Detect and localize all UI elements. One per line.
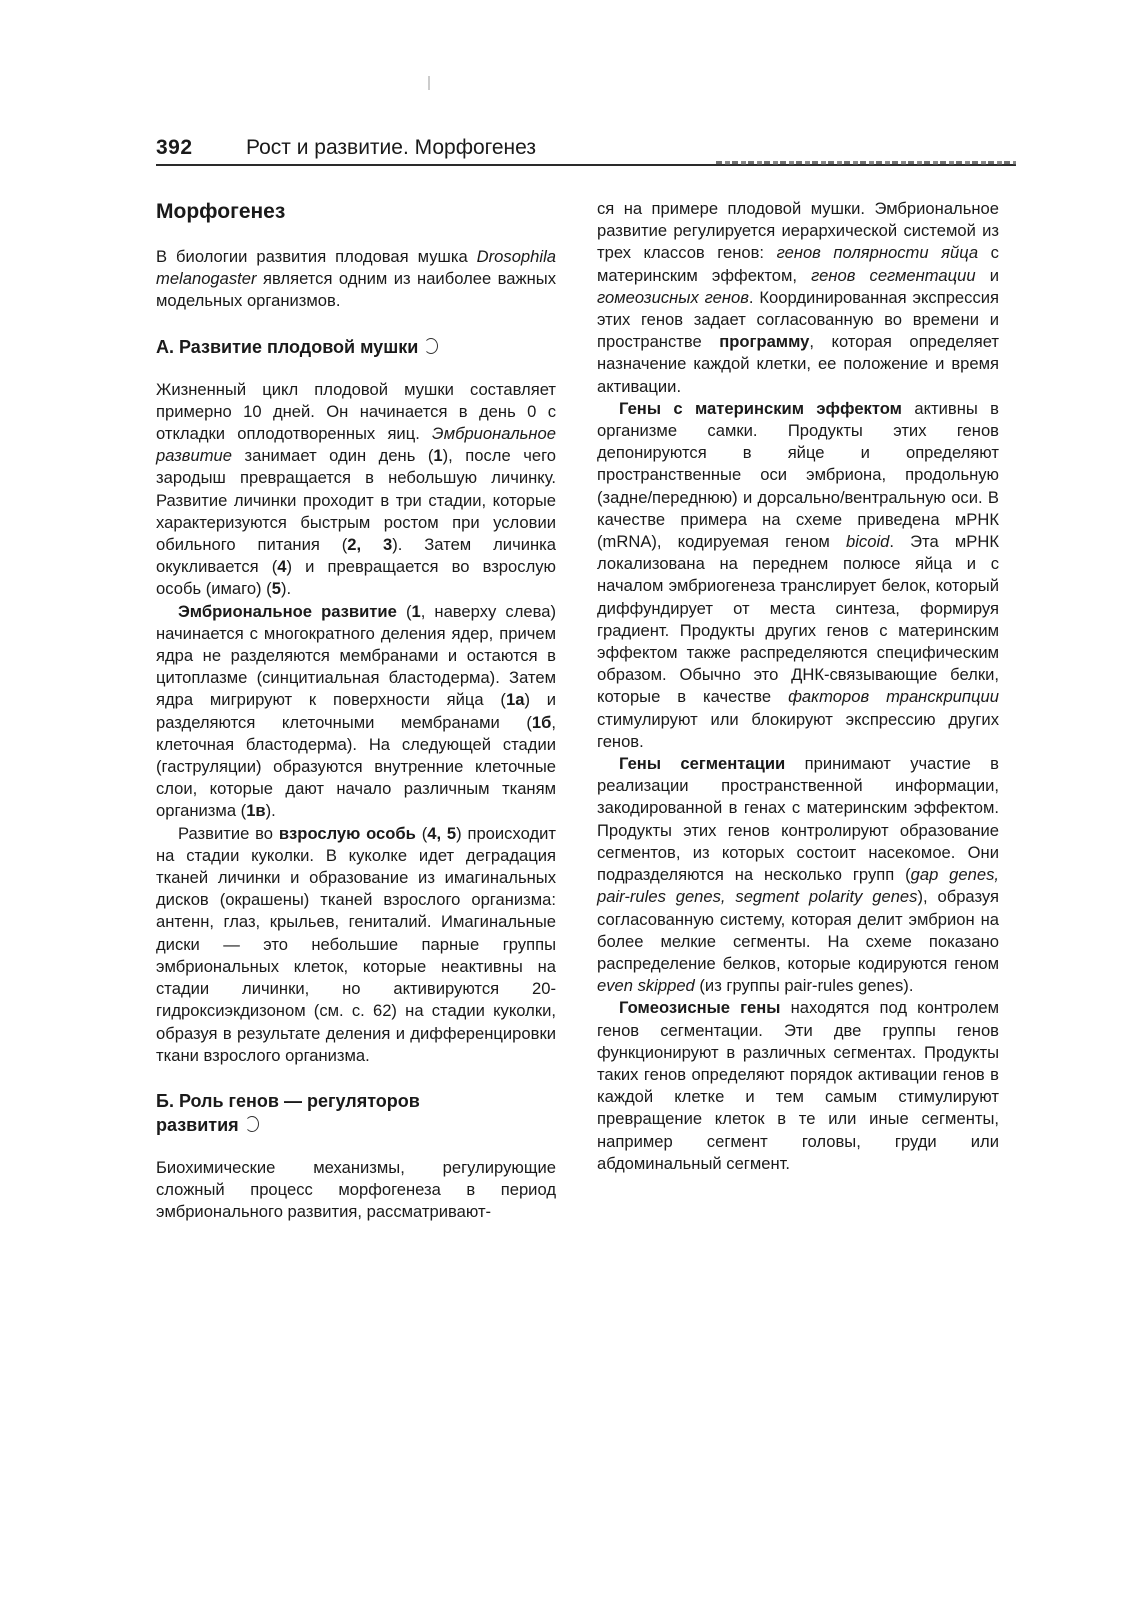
figure-ref: 4 bbox=[277, 557, 287, 577]
text-run: Развитие во bbox=[178, 823, 279, 843]
section-title: Морфогенез bbox=[156, 200, 286, 223]
scan-artifact bbox=[428, 76, 430, 90]
text-run: , наверху слева) начинается с многократного деления ядер, причем ядра не разделяются мембранами и остаются в цитоплазме (синцитиальная бластодерма). Затем ядра мигрируют к поверхности яйца ( bbox=[156, 601, 556, 710]
term-italic: генов сегментации bbox=[811, 265, 976, 285]
text-run: ), после чего зародыш превращается в небольшую личинку. Развитие личинки проходит в три стадии, которые характеризуются быстрым ростом при условии обильного питания ( bbox=[156, 446, 556, 555]
subsection-a-title: А. Развитие плодовой мушки bbox=[156, 336, 419, 357]
text-run: ) и превращается во взрослую особь (имаго) ( bbox=[156, 557, 556, 599]
term-italic: генов полярности яйца bbox=[776, 243, 979, 263]
species-name: Drosophila melanogaster bbox=[156, 247, 556, 289]
segmentation-genes-paragraph bbox=[597, 753, 999, 997]
figure-ref: 5 bbox=[271, 579, 281, 599]
figure-ref: 1а bbox=[505, 690, 525, 710]
text-run: ( bbox=[396, 601, 412, 621]
text-run: находятся под контролем генов сегментации. Эти две группы генов функционируют в различных сегментах. Продукты таких генов определяют порядок активации генов в каждой клетке и тем самым стимулируют превращение клеток в те или иные сегменты, например сегмент головы, груди или абдоминальный сегмент. bbox=[597, 998, 999, 1173]
text-run: и bbox=[975, 265, 999, 285]
text-run: ), образуя согласованную систему, которая делит эмбрион на более мелкие сегменты. На схеме показано распределение белков, которые кодируются геном bbox=[597, 887, 999, 973]
half-circle-icon bbox=[245, 1116, 259, 1132]
term-bold: взрослую особь bbox=[278, 823, 416, 843]
text-run: активны в организме самки. Продукты этих генов депонируются в яйце и определяют пространственные оси эмбриона, продольную (заднe/переднюю) и дорсально/вентральную оси. В качестве примера на схеме приведена мРНК (mRNA), кодируемая геном bbox=[597, 398, 999, 552]
text-run: , клеточная бластодерма). На следующей стадии (гаструляции) образуются внутренние клеточные слои, которые дают начало различным тканям организма ( bbox=[156, 712, 556, 821]
text-run: ( bbox=[415, 823, 428, 843]
text-run: ). bbox=[280, 579, 292, 599]
text-run: ся на примере плодовой мушки. Эмбриональное развитие регулируется иерархической системой из трех классов генов: bbox=[597, 199, 999, 263]
text-run: занимает один день ( bbox=[231, 446, 434, 466]
gene-name: bicoid bbox=[846, 532, 890, 552]
text-run: . Координированная экспрессия этих генов задает согласованную во времени и пространстве bbox=[597, 287, 999, 352]
term-bold: Гены сегментации bbox=[619, 754, 786, 774]
text-run: с материнским эффектом, bbox=[597, 243, 999, 285]
figure-ref: 1 bbox=[433, 446, 443, 466]
adult-development-paragraph bbox=[156, 823, 556, 1067]
term-bold: Гены с материнским эффектом bbox=[619, 398, 902, 418]
figure-ref: 1 bbox=[411, 601, 421, 621]
text-run: . Эта мРНК локализована на переднем полюсе яйца и с началом эмбриогенеза транслирует белок, который диффундирует от места синтеза, формируя градиент. Продукты других генов с материнским эффектом также распределяются специфическим образом. Обычно это ДНК-связывающие белки, которые в качестве bbox=[597, 532, 999, 707]
text-run: ). bbox=[265, 801, 276, 821]
subsection-b-heading bbox=[156, 1089, 556, 1137]
maternal-effect-paragraph bbox=[597, 398, 999, 753]
figure-ref: 1б bbox=[531, 712, 552, 732]
gene-name: even skipped bbox=[597, 976, 695, 996]
subsection-b-title-line1: Б. Роль генов — регуляторов bbox=[156, 1090, 420, 1111]
left-column bbox=[156, 198, 556, 1224]
figure-ref: 4, 5 bbox=[427, 823, 457, 843]
hierarchy-paragraph bbox=[597, 198, 999, 398]
term-italic: факторов транскрипции bbox=[788, 687, 999, 707]
text-run: Жизненный цикл плодовой мушки составляет примерно 10 дней. Он начинается в день 0 с откладки оплодотворенных яиц. bbox=[156, 379, 556, 444]
text-run: ). Затем личинка окукливается ( bbox=[156, 535, 556, 577]
embryonic-development-paragraph bbox=[156, 601, 556, 823]
subsection-b-title-line2: развития bbox=[156, 1114, 239, 1135]
running-title: Рост и развитие. Морфогенез bbox=[246, 136, 536, 159]
text-run: (из группы pair-rules genes). bbox=[694, 976, 914, 996]
header-rule-texture bbox=[716, 161, 1016, 165]
right-column bbox=[597, 198, 999, 1175]
term-italic: Эмбриональное развитие bbox=[156, 424, 556, 466]
text-run: , которая определяет назначение каждой клетки, ее положение и время активации. bbox=[597, 332, 1000, 396]
text-run: ) и разделяются клеточными мембранами ( bbox=[156, 690, 557, 732]
text-run: принимают участие в реализации пространственной информации, закодированной в генах с материнским эффектом. Продукты этих генов контролируют образование сегментов, из которых состоит насекомое. Они подразделяются на несколько групп ( bbox=[597, 754, 1000, 885]
half-circle-icon bbox=[424, 338, 438, 354]
gene-groups: gap genes, pair-rules genes, segment polarity genes bbox=[597, 865, 1000, 907]
text-run: является одним из наиболее важных модельных организмов. bbox=[156, 269, 556, 311]
page-header bbox=[156, 136, 1016, 166]
intro-paragraph bbox=[156, 246, 556, 313]
figure-ref: 2, 3 bbox=[347, 535, 393, 555]
term-bold: Эмбриональное развитие bbox=[178, 601, 397, 621]
term-italic: гомеозисных генов bbox=[597, 287, 749, 307]
figure-ref: 1в bbox=[246, 801, 266, 821]
term-bold: Гомеозисные гены bbox=[619, 998, 781, 1018]
term-bold: программу bbox=[719, 332, 810, 352]
page-number: 392 bbox=[156, 136, 193, 159]
life-cycle-paragraph bbox=[156, 379, 556, 601]
biochemical-mechanisms-paragraph: Биохимические механизмы, регулирующие сложный процесс морфогенеза в период эмбрионального развития, рассматривают- bbox=[156, 1157, 556, 1222]
subsection-a-heading bbox=[156, 335, 556, 359]
homeotic-genes-paragraph bbox=[597, 997, 999, 1175]
text-run: стимулируют или блокируют экспрессию других генов. bbox=[597, 709, 999, 751]
text-run: В биологии развития плодовая мушка bbox=[156, 247, 477, 266]
text-run: ) происходит на стадии куколки. В куколке идет деградация тканей личинки и образование из имагинальных дисков (окрашены) тканей взрослого организма: антенн, глаз, крыльев, гениталий. Имагинальные диски — это небольшие парные группы эмбриональных клеток, которые неактивны на стадии личинки, но активируются 20-гидроксиэкдизоном (см. с. 62) на стадии куколки, образуя в результате деления и дифференцировки ткани взрослого организма. bbox=[156, 823, 557, 1065]
